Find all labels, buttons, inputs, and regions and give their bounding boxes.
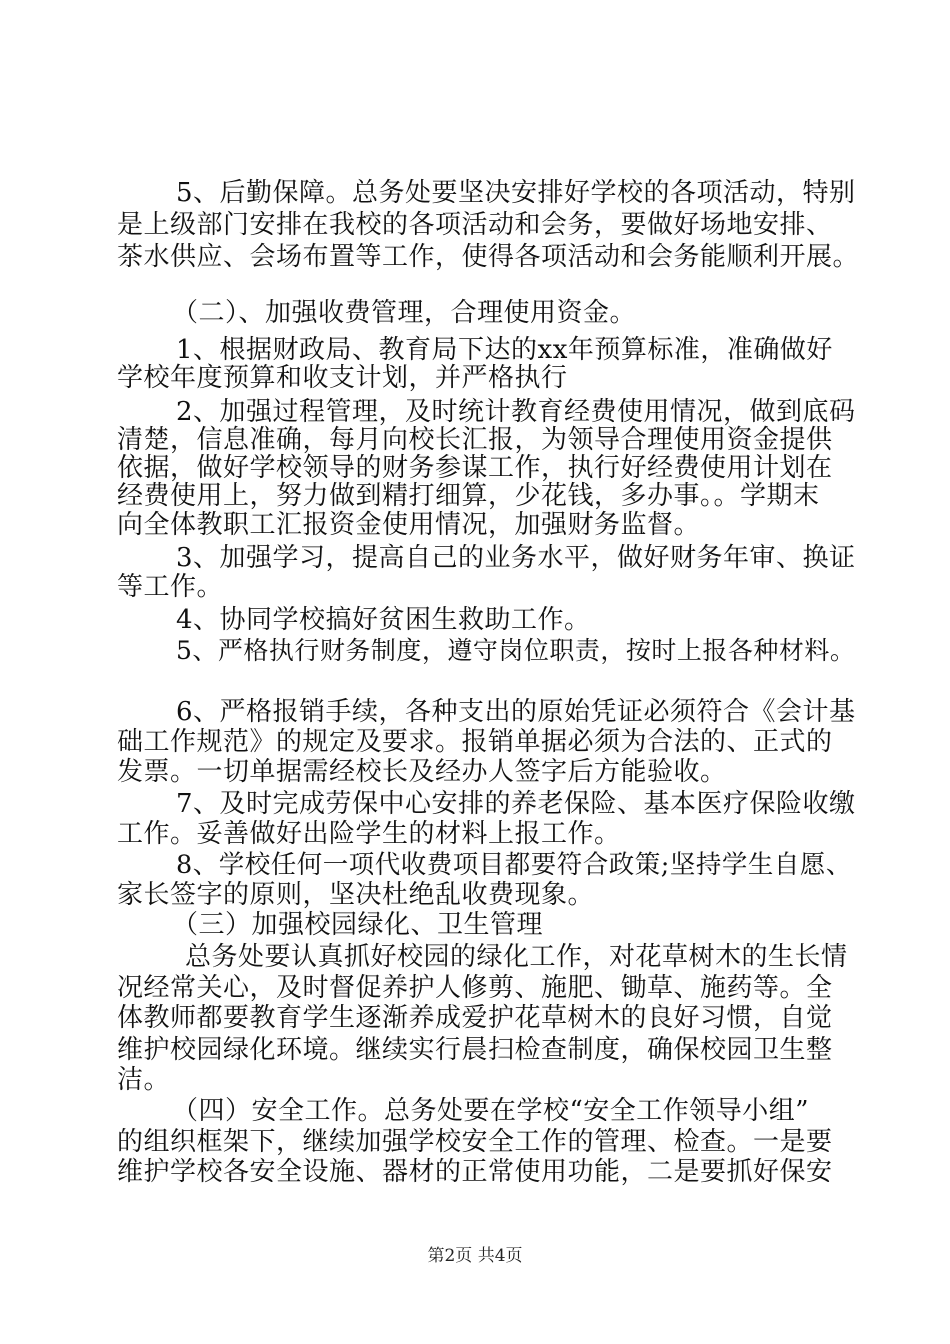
text-line: 1、根据财政局、教育局下达的xx年预算标准，准确做好: [176, 335, 833, 365]
text-line: 是上级部门安排在我校的各项活动和会务，要做好场地安排、: [117, 210, 833, 240]
text-line: 向全体教职工汇报资金使用情况，加强财务监督。: [117, 510, 701, 540]
text-line: 5、后勤保障。总务处要坚决安排好学校的各项活动，特别: [176, 178, 856, 208]
text-line: 维护校园绿化环境。继续实行晨扫检查制度，确保校园卫生整: [117, 1035, 833, 1065]
text-line: 4、协同学校搞好贫困生救助工作。: [176, 605, 591, 635]
section-heading: （二）、加强收费管理，合理使用资金。: [172, 298, 637, 328]
text-line: 家长签字的原则，坚决杜绝乱收费现象。: [117, 880, 595, 910]
text-line: 况经常关心，及时督促养护人修剪、施肥、锄草、施药等。全: [117, 973, 833, 1003]
text-line: 7、及时完成劳保中心安排的养老保险、基本医疗保险收缴: [176, 789, 856, 819]
text-line: 茶水供应、会场布置等工作，使得各项活动和会务能顺利开展。: [117, 242, 860, 272]
text-line: 发票。一切单据需经校长及经办人签字后方能验收。: [117, 757, 727, 787]
text-line: 3、加强学习，提高自己的业务水平，做好财务年审、换证: [176, 543, 856, 573]
text-line: 6、严格报销手续，各种支出的原始凭证必须符合《会计基: [176, 697, 856, 727]
text-line: 的组织框架下，继续加强学校安全工作的管理、检查。一是要: [117, 1127, 833, 1157]
text-line: 清楚，信息准确，每月向校长汇报，为领导合理使用资金提供: [117, 425, 833, 455]
text-line: 工作。妥善做好出险学生的材料上报工作。: [117, 819, 621, 849]
section-heading: （四）安全工作。总务处要在学校“安全工作领导小组”: [172, 1096, 810, 1126]
text-line: 学校年度预算和收支计划，并严格执行: [117, 363, 568, 393]
text-line: 总务处要认真抓好校园的绿化工作，对花草树木的生长情: [185, 942, 848, 972]
text-line: 体教师都要教育学生逐渐养成爱护花草树木的良好习惯，自觉: [117, 1003, 833, 1033]
text-line: 5、严格执行财务制度，遵守岗位职责，按时上报各种材料。: [176, 636, 856, 665]
section-heading: （三）加强校园绿化、卫生管理: [172, 910, 544, 940]
text-line: 等工作。: [117, 572, 224, 602]
text-line: 洁。: [117, 1065, 171, 1095]
text-line: 8、学校任何一项代收费项目都要符合政策;坚持学生自愿、: [176, 850, 852, 880]
text-line: 础工作规范》的规定及要求。报销单据必须为合法的、正式的: [117, 727, 833, 757]
page-footer: 第2页 共4页: [427, 1246, 523, 1266]
text-line: 2、加强过程管理，及时统计教育经费使用情况，做到底码: [176, 397, 856, 427]
text-line: 经费使用上，努力做到精打细算，少花钱，多办事。。学期末: [117, 481, 820, 511]
text-line: 依据，做好学校领导的财务参谋工作，执行好经费使用计划在: [117, 453, 833, 483]
text-line: 维护学校各安全设施、器材的正常使用功能，二是要抓好保安: [117, 1157, 833, 1187]
